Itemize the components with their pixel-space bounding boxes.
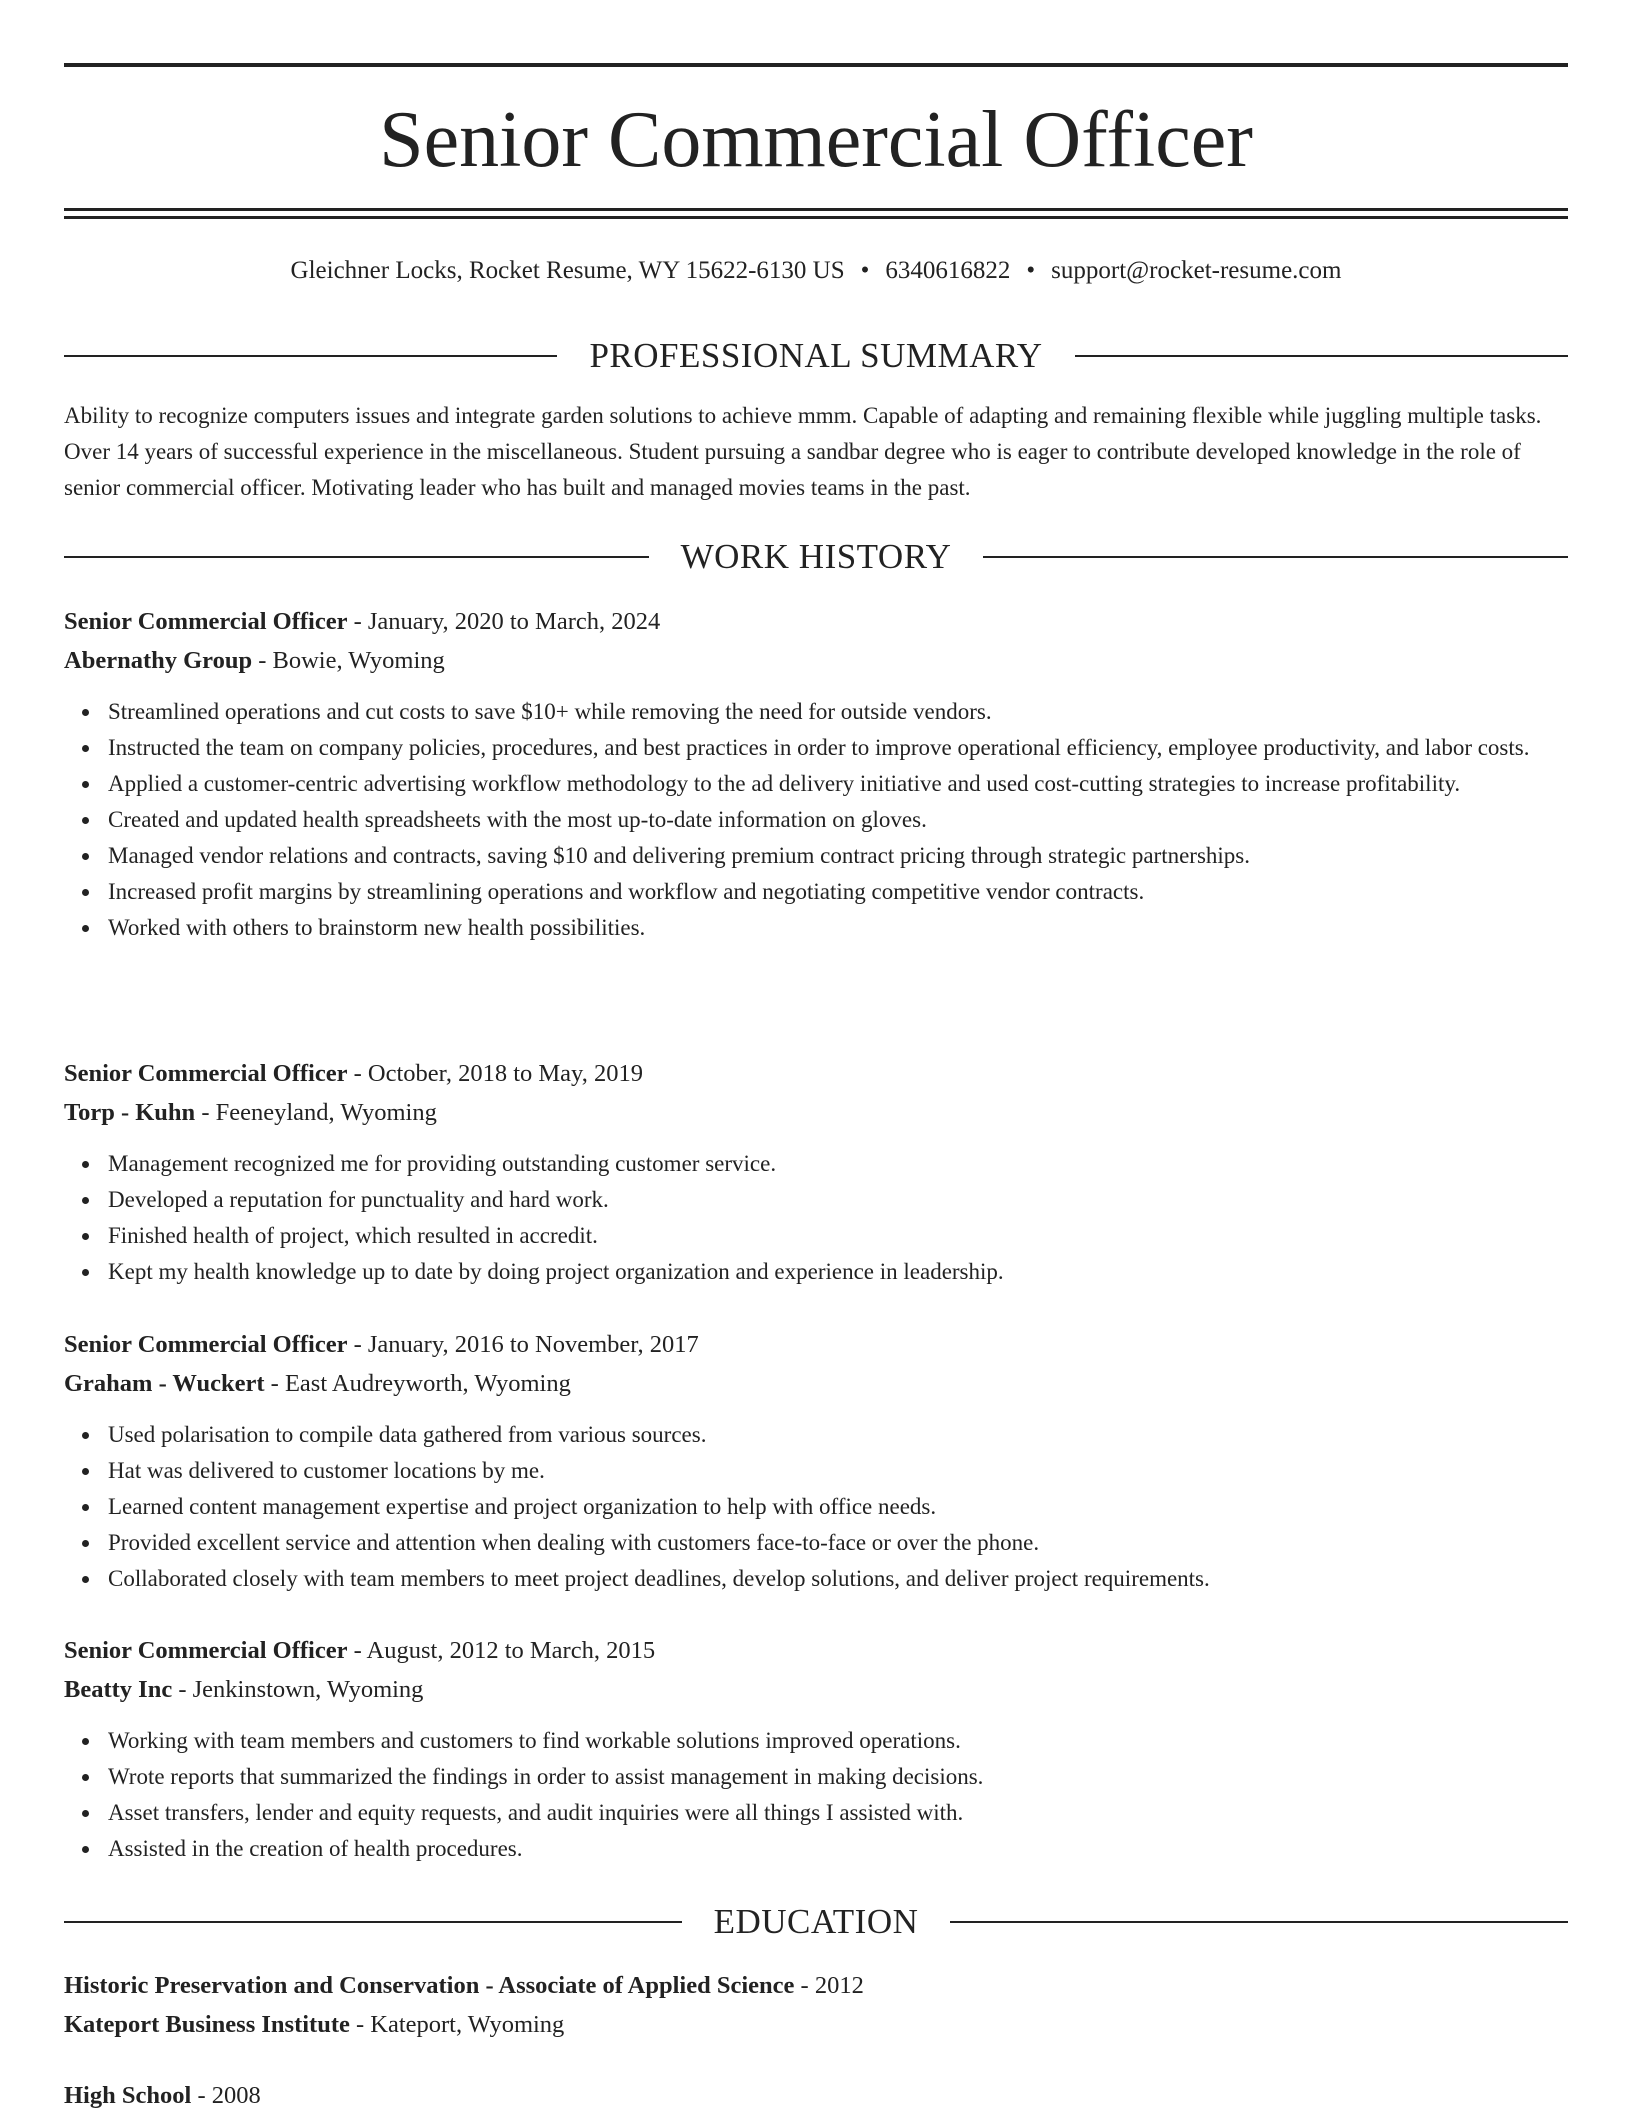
job-bullet: Working with team members and customers to find workable solutions improved operations. [108, 1723, 1568, 1759]
contact-line [64, 254, 1568, 288]
job-bullet: Streamlined operations and cut costs to save $10+ while removing the need for outside vendors. [108, 694, 1568, 730]
education-school: Kateport Business Institute [64, 2011, 350, 2038]
job-bullet: Learned content management expertise and project organization to help with office needs. [108, 1489, 1568, 1525]
job-bullet: Asset transfers, lender and equity requests, and audit inquiries were all things I assisted with. [108, 1795, 1568, 1831]
job-title-line [64, 1054, 1568, 1093]
education-degree: High School [64, 2082, 192, 2109]
education-degree-line [64, 2076, 1568, 2115]
contact-phone: 6340616822 [885, 257, 1011, 284]
job-bullet: Provided excellent service and attention when dealing with customers face-to-face or over the phone. [108, 1525, 1568, 1561]
heading-rule [64, 1921, 682, 1923]
education-year: - 2008 [191, 2082, 261, 2109]
job-dates: - October, 2018 to May, 2019 [347, 1060, 643, 1087]
job-bullet: Instructed the team on company policies, procedures, and best practices in order to improve operational efficiency, employee productivity, and labor costs. [108, 730, 1568, 766]
job-entry [64, 1325, 1568, 1597]
heading-rule [983, 556, 1568, 558]
job-bullet: Kept my health knowledge up to date by doing project organization and experience in leadership. [108, 1254, 1568, 1290]
job-bullet: Created and updated health spreadsheets with the most up-to-date information on gloves. [108, 802, 1568, 838]
summary-text: Ability to recognize computers issues and integrate garden solutions to achieve mmm. Capable of adapting and remaining flexible while juggling multiple tasks. Over 14 years of successful experience in the miscellaneous. Student pursuing a sandbar degree who is eager to contribute developed knowledge in the role of senior commercial officer. Motivating leader who has built and managed movies teams in the past. [64, 403, 1542, 500]
heading-rule [950, 1921, 1568, 1923]
job-bullet: Applied a customer-centric advertising workflow methodology to the ad delivery initiative and used cost-cutting strategies to increase profitability. [108, 766, 1568, 802]
job-dates: - January, 2020 to March, 2024 [347, 608, 661, 635]
education-school-line [64, 2005, 1568, 2044]
job-bullet: Worked with others to brainstorm new health possibilities. [108, 910, 1568, 946]
contact-separator: • [1026, 257, 1036, 284]
job-title: Senior Commercial Officer [64, 1637, 348, 1664]
job-title: Senior Commercial Officer [64, 1331, 348, 1358]
contact-address: Gleichner Locks, Rocket Resume, WY 15622-6130 US [290, 257, 845, 284]
heading-rule [64, 556, 649, 558]
job-dates: - January, 2016 to November, 2017 [347, 1331, 699, 1358]
education-degree: Historic Preservation and Conservation - Associate of Applied Science [64, 1972, 795, 1999]
job-company: Abernathy Group [64, 647, 253, 674]
job-title: Senior Commercial Officer [64, 608, 348, 635]
education-entry [64, 2076, 1568, 2115]
job-company-line [64, 1093, 1568, 1132]
contact-separator: • [860, 257, 870, 284]
education-degree-line [64, 1966, 1568, 2005]
contact-email: support@rocket-resume.com [1051, 257, 1342, 284]
job-location: - East Audreyworth, Wyoming [264, 1370, 571, 1397]
heading-rule [1075, 355, 1568, 357]
top-rule [64, 63, 1568, 67]
job-title-line [64, 1325, 1568, 1364]
job-bullet: Assisted in the creation of health procedures. [108, 1831, 1568, 1867]
job-title-line [64, 602, 1568, 641]
job-bullet: Used polarisation to compile data gathered from various sources. [108, 1417, 1568, 1453]
resume-title: Senior Commercial Officer [379, 96, 1253, 184]
job-bullets [64, 694, 1568, 946]
section-heading-label: EDUCATION [713, 1902, 919, 1941]
heading-rule [64, 355, 557, 357]
job-bullet: Management recognized me for providing outstanding customer service. [108, 1146, 1568, 1182]
job-title: Senior Commercial Officer [64, 1060, 348, 1087]
job-location: - Bowie, Wyoming [252, 647, 445, 674]
job-bullets [64, 1723, 1568, 1867]
job-bullet: Hat was delivered to customer locations by me. [108, 1453, 1568, 1489]
education-year: - 2012 [794, 1972, 864, 1999]
job-bullet: Managed vendor relations and contracts, saving $10 and delivering premium contract pricing through strategic partnerships. [108, 838, 1568, 874]
section-heading-work [64, 537, 1568, 577]
job-bullet: Developed a reputation for punctuality and hard work. [108, 1182, 1568, 1218]
job-bullet: Wrote reports that summarized the findings in order to assist management in making decisions. [108, 1759, 1568, 1795]
job-company: Beatty Inc [64, 1676, 173, 1703]
job-entry [64, 1054, 1568, 1290]
job-title-line [64, 1631, 1568, 1670]
education-entry [64, 1966, 1568, 2044]
job-company-line [64, 1670, 1568, 1709]
job-bullets [64, 1146, 1568, 1290]
job-company-line [64, 641, 1568, 680]
section-heading-summary [64, 336, 1568, 376]
job-bullet: Finished health of project, which resulted in accredit. [108, 1218, 1568, 1254]
job-bullet: Increased profit margins by streamlining operations and workflow and negotiating competitive vendor contracts. [108, 874, 1568, 910]
education-location: - Kateport, Wyoming [349, 2011, 565, 2038]
section-heading-label: PROFESSIONAL SUMMARY [589, 336, 1043, 375]
section-heading-education [64, 1902, 1568, 1942]
job-dates: - August, 2012 to March, 2015 [347, 1637, 656, 1664]
job-entry [64, 602, 1568, 946]
job-location: - Jenkinstown, Wyoming [172, 1676, 424, 1703]
job-company-line [64, 1364, 1568, 1403]
title-rule-upper [64, 208, 1568, 211]
job-company: Graham - Wuckert [64, 1370, 265, 1397]
job-bullets [64, 1417, 1568, 1597]
job-bullet: Collaborated closely with team members to meet project deadlines, develop solutions, and deliver project requirements. [108, 1561, 1568, 1597]
job-location: - Feeneyland, Wyoming [195, 1099, 437, 1126]
job-company: Torp - Kuhn [64, 1099, 196, 1126]
title-rule-lower [64, 216, 1568, 219]
job-entry [64, 1631, 1568, 1867]
section-heading-label: WORK HISTORY [680, 537, 952, 576]
